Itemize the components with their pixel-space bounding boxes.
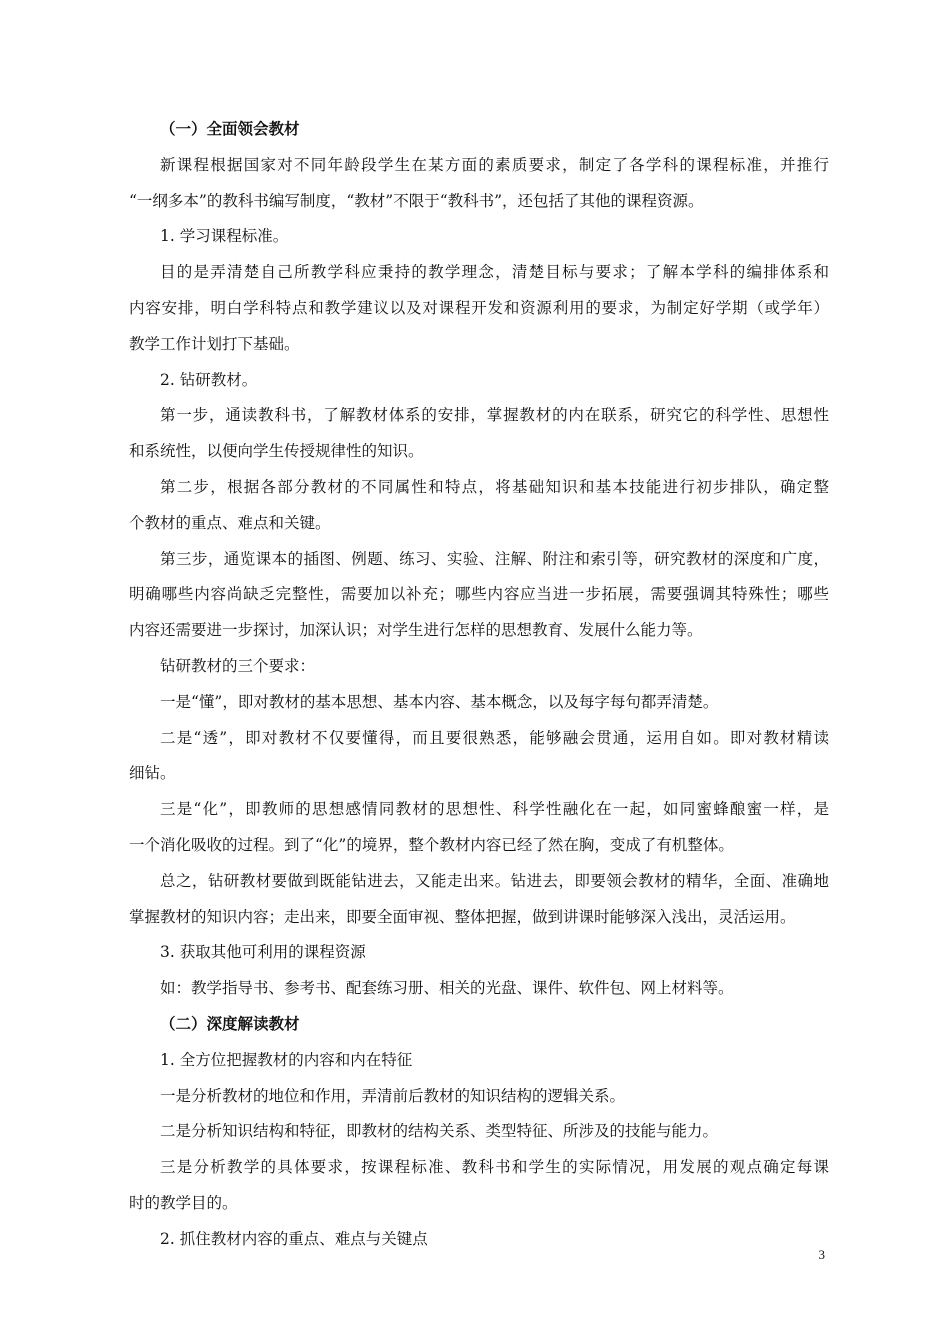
- item-1-title: 1. 学习课程标准。: [160, 227, 289, 246]
- paragraph-line: 第一步，通读教科书，了解教材体系的安排，掌握教材的内在联系，研究它的科学性、思想性: [160, 406, 829, 425]
- page-body: [129, 112, 829, 1258]
- paragraph-line: 一是分析教材的地位和作用，弄清前后教材的知识结构的逻辑关系。: [160, 1086, 626, 1105]
- requirements-title: 钻研教材的三个要求：: [160, 656, 316, 675]
- paragraph-line: 细钻。: [129, 764, 176, 783]
- paragraph-line: 第二步，根据各部分教材的不同属性和特点，将基础知识和基本技能进行初步排队，确定整: [160, 477, 829, 496]
- requirement-2: 二是“透”，即对教材不仅要懂得，而且要很熟悉，能够融会贯通，运用自如。即对教材精读: [160, 728, 829, 747]
- paragraph-line: 三是分析教学的具体要求，按课程标准、教科书和学生的实际情况，用发展的观点确定每课: [160, 1158, 829, 1177]
- paragraph-line: 目的是弄清楚自己所教学科应秉持的教学理念，清楚目标与要求；了解本学科的编排体系和: [160, 263, 829, 282]
- paragraph-line: 新课程根据国家对不同年龄段学生在某方面的素质要求，制定了各学科的课程标准，并推行: [160, 155, 829, 174]
- paragraph-line: 教学工作计划打下基础。: [129, 334, 300, 353]
- page-number: 3: [818, 1247, 825, 1262]
- paragraph-line: 如：教学指导书、参考书、配套练习册、相关的光盘、课件、软件包、网上材料等。: [160, 979, 734, 998]
- paragraph-line: 一个消化吸收的过程。到了“化”的境界，整个教材内容已经了然在胸，变成了有机整体。: [129, 835, 734, 854]
- paragraph-line: 掌握教材的知识内容；走出来，即要全面审视、整体把握，做到讲课时能够深入浅出，灵活运用。: [129, 907, 796, 926]
- paragraph-line: 内容安排，明白学科特点和教学建议以及对课程开发和资源利用的要求，为制定好学期（或学年）: [129, 298, 829, 317]
- section-2-heading: （二）深度解读教材: [160, 1014, 300, 1033]
- paragraph-line: 第三步，通览课本的插图、例题、练习、实验、注解、附注和索引等，研究教材的深度和广度，: [160, 549, 829, 568]
- requirement-3: 三是“化”，即教师的思想感情同教材的思想性、科学性融化在一起，如同蜜蜂酿蜜一样，是: [160, 800, 829, 819]
- paragraph-line: 时的教学目的。: [129, 1193, 238, 1212]
- section-1-heading: （一）全面领会教材: [160, 120, 300, 138]
- item-2-title: 2. 钻研教材。: [160, 370, 258, 389]
- item-1-title: 1. 全方位把握教材的内容和内在特征: [160, 1050, 413, 1069]
- paragraph-line: 内容还需要进一步探讨，加深认识；对学生进行怎样的思想教育、发展什么能力等。: [129, 621, 703, 640]
- item-3-title: 3. 获取其他可利用的课程资源: [160, 943, 366, 962]
- item-2-title: 2. 抓住教材内容的重点、难点与关键点: [160, 1229, 428, 1248]
- paragraph-line: 明确哪些内容尚缺乏完整性，需要加以补充；哪些内容应当进一步拓展，需要强调其特殊性；哪些: [129, 585, 829, 604]
- paragraph-line: “一纲多本”的教科书编写制度，“教材”不限于“教科书”，还包括了其他的课程资源。: [129, 191, 704, 210]
- paragraph-line: 和系统性，以便向学生传授规律性的知识。: [129, 442, 424, 461]
- requirement-1: 一是“懂”，即对教材的基本思想、基本内容、基本概念，以及每字每句都弄清楚。: [160, 692, 719, 711]
- paragraph-line: 二是分析知识结构和特征，即教材的结构关系、类型特征、所涉及的技能与能力。: [160, 1122, 719, 1141]
- paragraph-line: 个教材的重点、难点和关键。: [129, 513, 331, 532]
- summary-paragraph: 总之，钻研教材要做到既能钻进去，又能走出来。钻进去，即要领会教材的精华，全面、准确地: [160, 871, 829, 890]
